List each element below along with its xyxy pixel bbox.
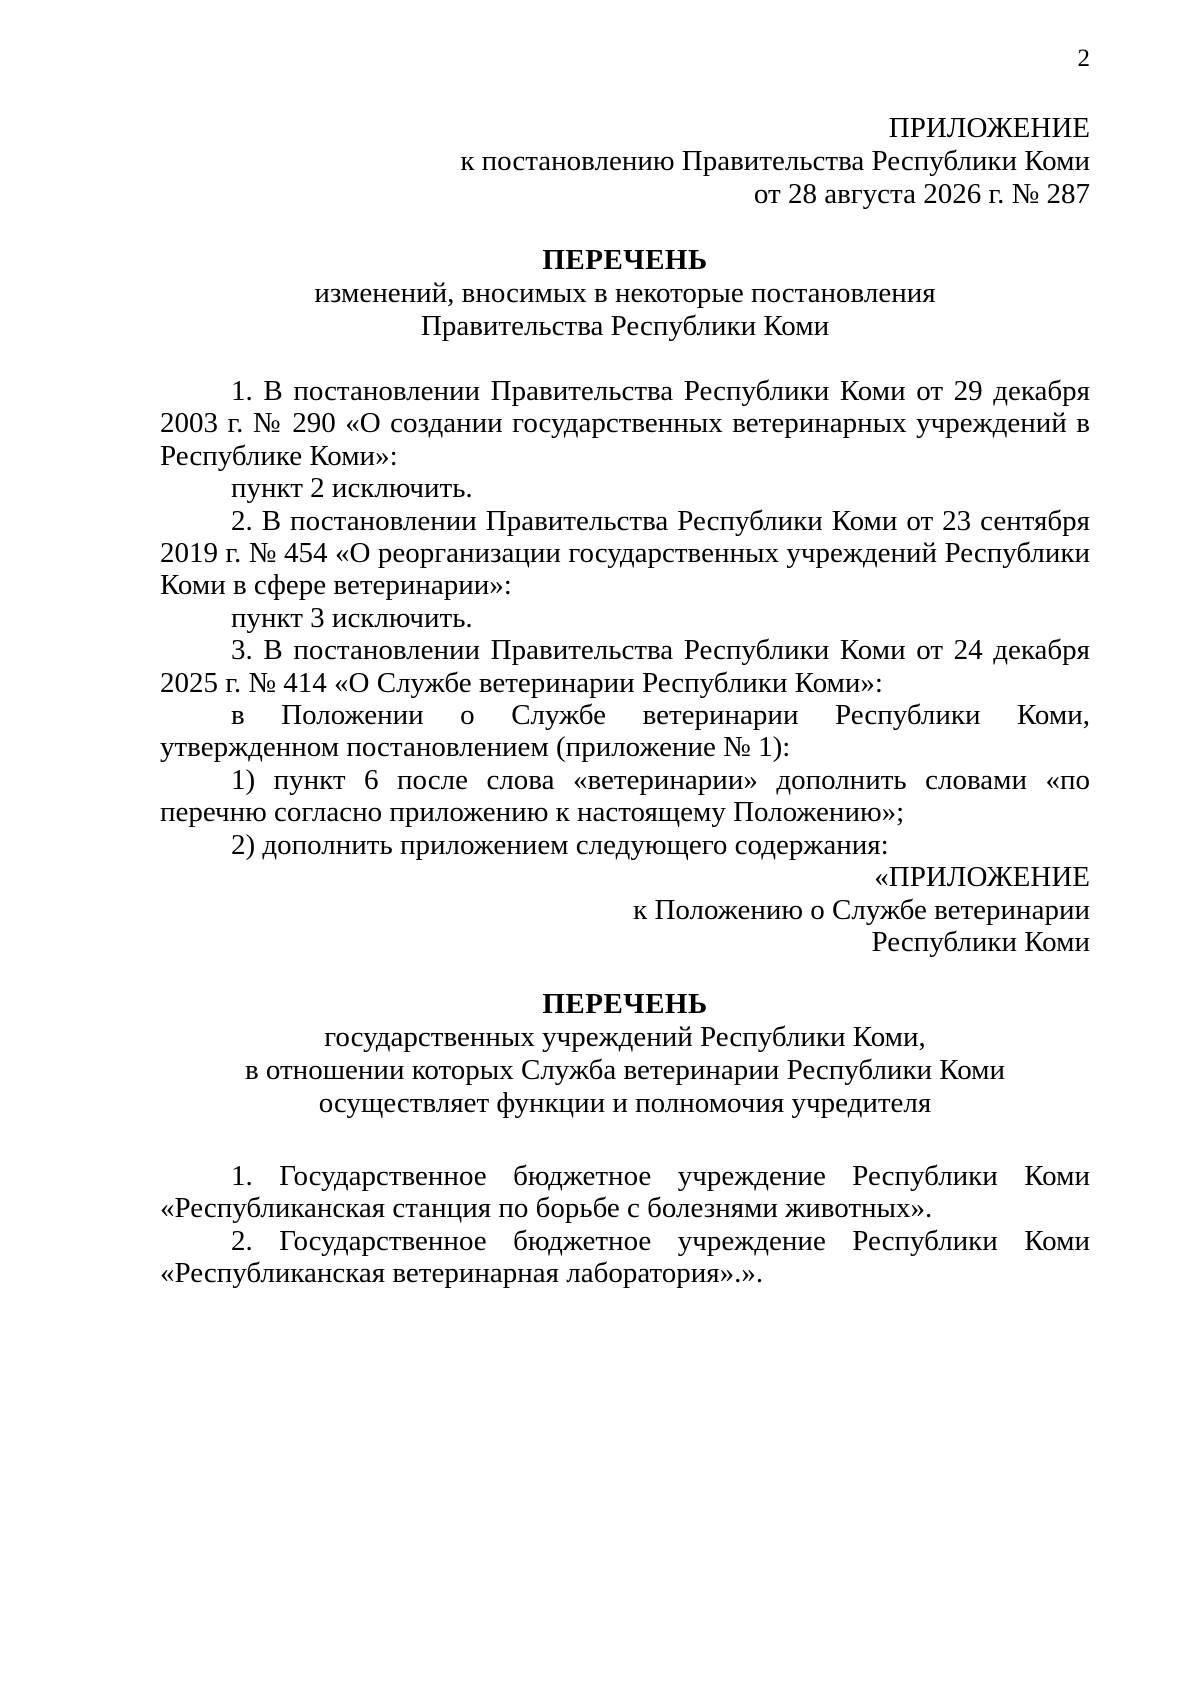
appendix-title: ПРИЛОЖЕНИЕ	[888, 112, 1090, 144]
inner-appendix-header	[160, 861, 1090, 958]
changes-list	[160, 375, 1090, 958]
heading-subtitle-line: изменений, вносимых в некоторые постановления	[314, 277, 936, 309]
list-item: 3. В постановлении Правительства Республики Коми от 24 декабря 2025 г. № 414 «О Службе ветеринарии Республики Коми»:	[160, 634, 1090, 699]
list-item-sub: в Положении о Службе ветеринарии Республики Коми, утвержденном постановлением (приложение № 1):	[160, 699, 1090, 764]
appendix-date-number: от 28 августа 2026 г. № 287	[753, 178, 1090, 210]
heading-subtitle-line: Правительства Республики Коми	[420, 310, 830, 342]
list-item: 2. В постановлении Правительства Республики Коми от 23 сентября 2019 г. № 454 «О реорганизации государственных учреждений Республики Коми в сфере ветеринарии»:	[160, 504, 1090, 602]
inner-appendix-reference: к Положению о Службе ветеринарии	[633, 893, 1090, 926]
appendix-header	[400, 112, 1090, 211]
heading-title: ПЕРЕЧЕНЬ	[542, 244, 708, 276]
heading-title: ПЕРЕЧЕНЬ	[542, 988, 708, 1020]
heading-subtitle-line: в отношении которых Служба ветеринарии Республики Коми	[244, 1054, 1006, 1086]
heading-subtitle-line: осуществляет функции и полномочия учредителя	[318, 1087, 932, 1119]
list-item-sub: пункт 2 исключить.	[231, 472, 473, 505]
list-item-sub: 1) пункт 6 после слова «ветеринарии» дополнить словами «по перечню согласно приложению к настоящему Положению»;	[160, 763, 1090, 829]
list-item-sub: пункт 3 исключить.	[231, 601, 473, 634]
inner-appendix-title: «ПРИЛОЖЕНИЕ	[874, 861, 1090, 894]
list-item-sub: 2) дополнить приложением следующего содержания:	[231, 828, 889, 861]
list-heading-changes	[160, 244, 1090, 343]
institutions-list	[160, 1160, 1090, 1290]
heading-subtitle-line: государственных учреждений Республики Коми,	[324, 1021, 926, 1053]
appendix-reference: к постановлению Правительства Республики Коми	[460, 145, 1090, 177]
list-item: 2. Государственное бюджетное учреждение Республики Коми «Республиканская ветеринарная лаборатория».».	[160, 1224, 1090, 1290]
list-item: 1. Государственное бюджетное учреждение Республики Коми «Республиканская станция по борьбе с болезнями животных».	[160, 1160, 1090, 1225]
list-item: 1. В постановлении Правительства Республики Коми от 29 декабря 2003 г. № 290 «О создании государственных ветеринарных учреждений в Республике Коми»:	[160, 375, 1090, 472]
inner-appendix-reference: Республики Коми	[871, 925, 1090, 958]
list-heading-institutions	[160, 988, 1090, 1120]
page-number: 2	[1077, 45, 1090, 72]
